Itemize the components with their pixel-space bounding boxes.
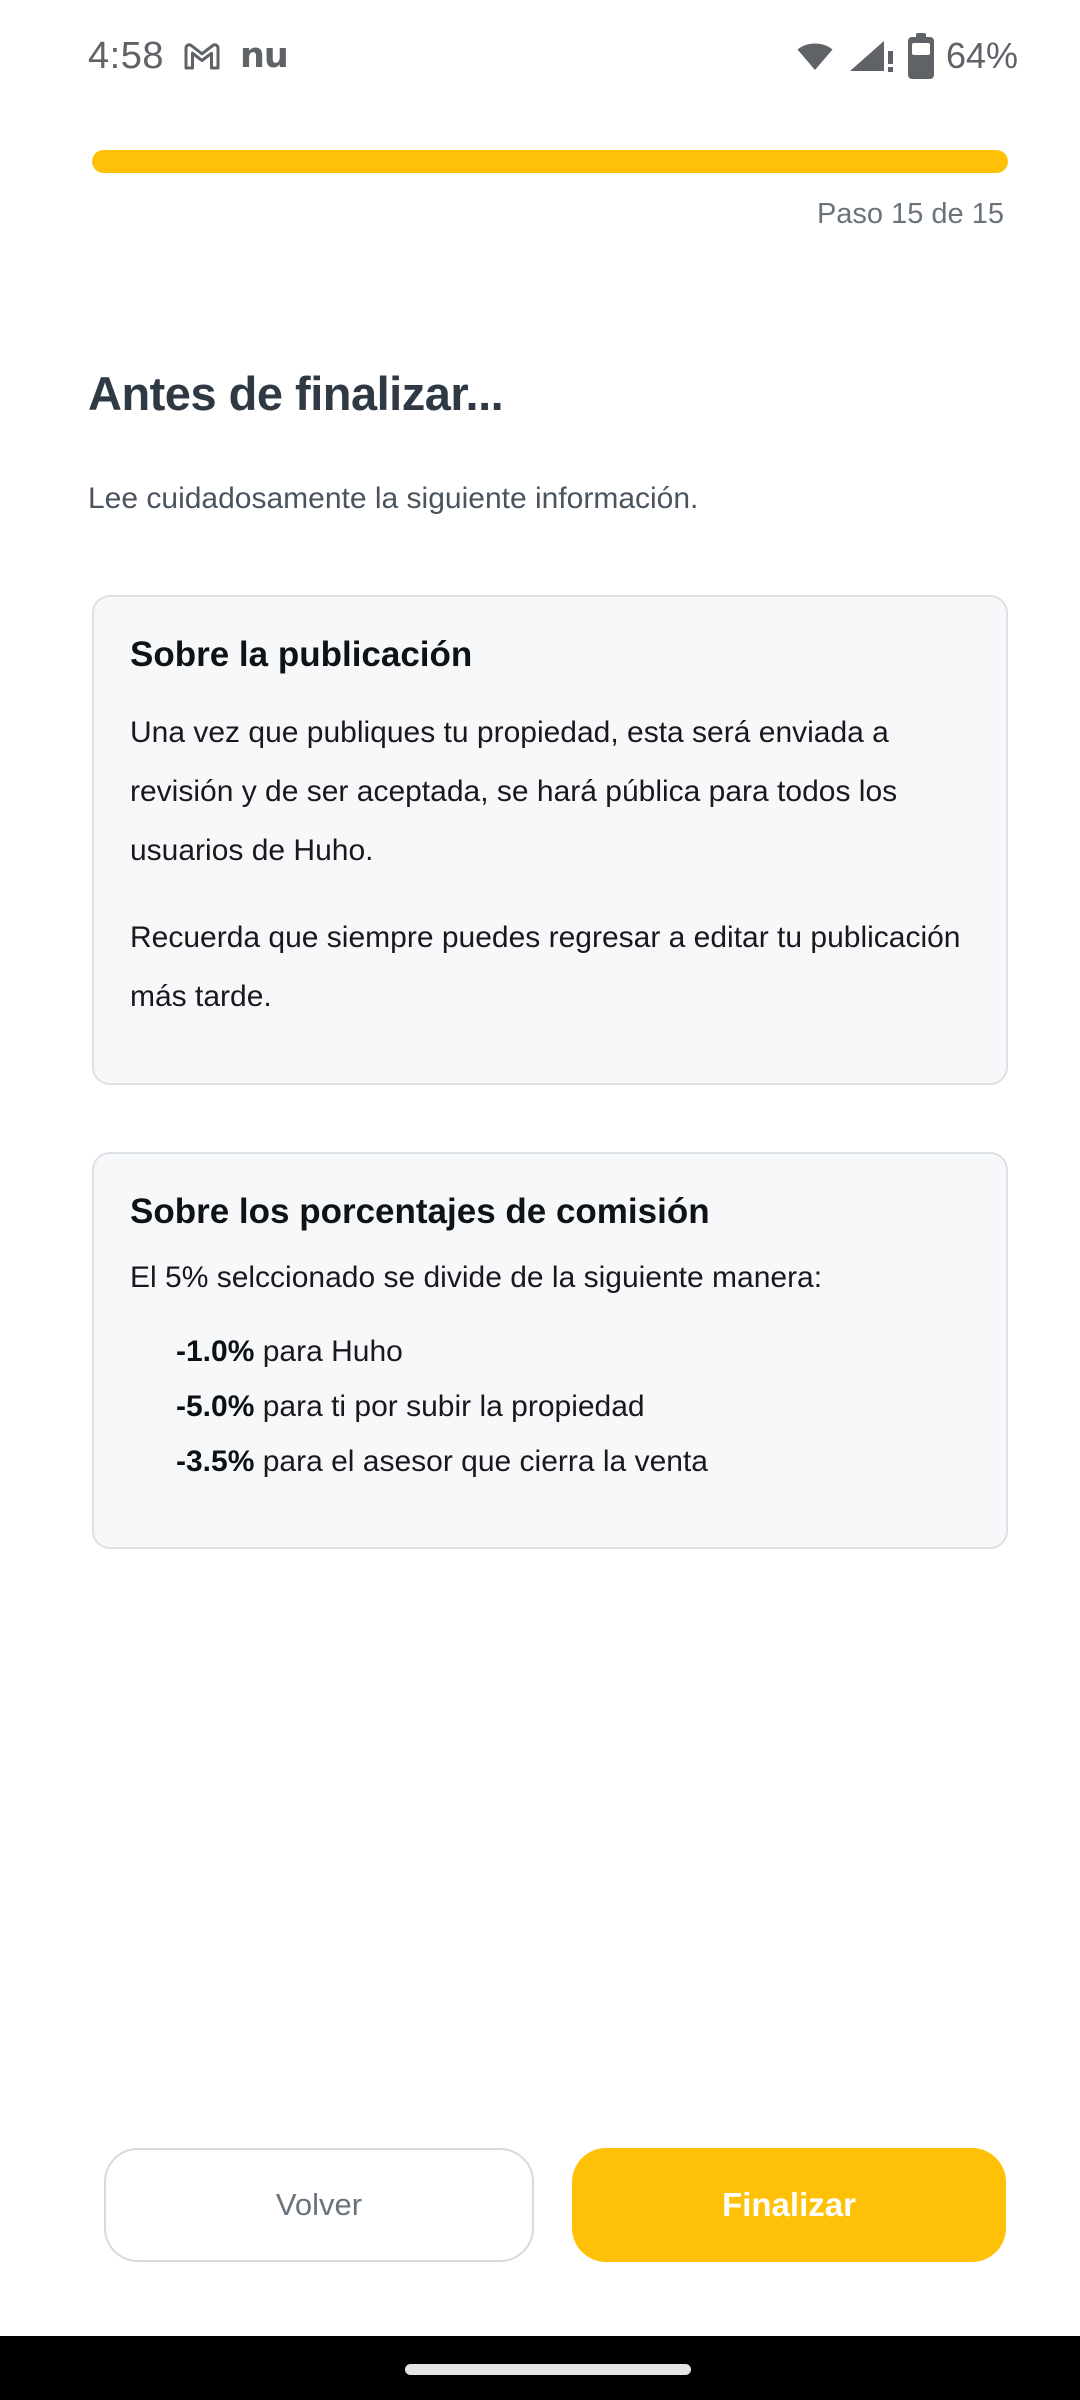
page-title: Antes de finalizar... [88, 367, 504, 420]
wifi-icon [794, 39, 836, 73]
gesture-nav-bar [0, 2336, 1080, 2400]
commission-list [130, 1324, 970, 1489]
card-paragraph: Recuerda que siempre puedes regresar a editar tu publicación más tarde. [130, 921, 961, 1013]
battery-icon [908, 33, 934, 79]
commission-percent: -5.0% [176, 1390, 255, 1423]
finish-button[interactable]: Finalizar [572, 2148, 1006, 2262]
publication-info-card [92, 595, 1008, 1085]
commission-info-card [92, 1152, 1008, 1549]
card-paragraph: Una vez que publiques tu propiedad, esta será enviada a revisión y de ser aceptada, se hará pública para todos los usuarios de Huho. [130, 716, 898, 867]
card-title: Sobre los porcentajes de comisión [130, 1192, 710, 1231]
status-bar [0, 26, 1080, 86]
cell-signal-warning-icon [848, 39, 896, 73]
step-indicator: Paso 15 de 15 [816, 198, 1004, 230]
nubank-icon: nu [239, 36, 288, 76]
home-indicator[interactable] [405, 2364, 691, 2375]
gmail-icon [182, 40, 222, 72]
back-button[interactable]: Volver [104, 2148, 534, 2262]
commission-intro: El 5% selccionado se divide de la siguiente manera: [130, 1261, 823, 1294]
battery-percent: 64% [945, 35, 1018, 76]
commission-percent: -1.0% [176, 1335, 255, 1368]
status-bar-right [794, 33, 1018, 79]
commission-text: para Huho [254, 1335, 403, 1368]
commission-text: para ti por subir la propiedad [254, 1390, 645, 1423]
commission-item [176, 1434, 970, 1489]
status-time: 4:58 [88, 34, 164, 77]
status-bar-left [88, 35, 288, 78]
card-title: Sobre la publicación [130, 635, 473, 674]
progress-bar [92, 150, 1008, 173]
commission-item [176, 1379, 970, 1434]
commission-percent: -3.5% [176, 1445, 255, 1478]
commission-item [176, 1324, 970, 1379]
page-subtitle: Lee cuidadosamente la siguiente información. [88, 482, 699, 515]
commission-text: para el asesor que cierra la venta [254, 1445, 708, 1478]
